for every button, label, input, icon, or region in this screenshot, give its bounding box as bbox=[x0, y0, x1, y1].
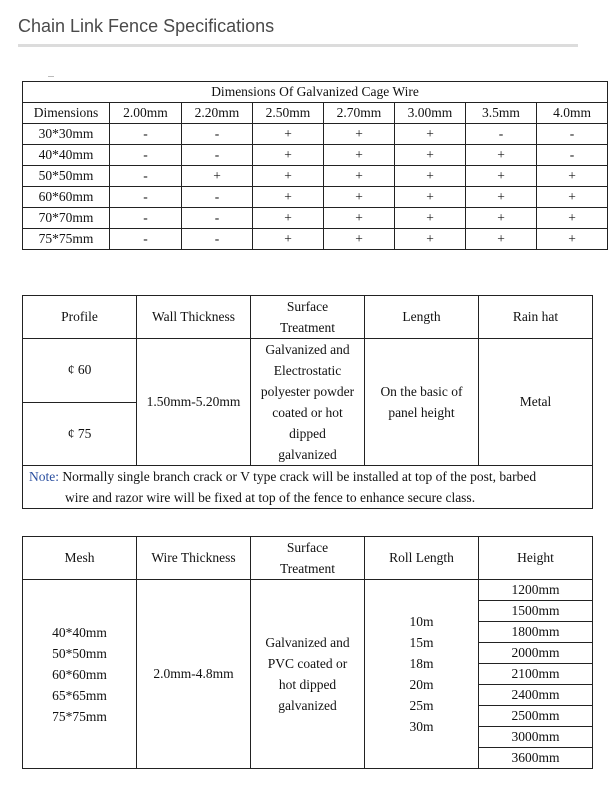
column-header: 2.70mm bbox=[324, 103, 395, 124]
table-row bbox=[23, 580, 593, 601]
availability-cell: + bbox=[395, 124, 466, 145]
header-surface-line1: Surface bbox=[286, 299, 329, 314]
surface-line: coated or hot bbox=[272, 405, 343, 420]
header-surface-line2: Treatment bbox=[280, 320, 335, 335]
table-row bbox=[23, 145, 608, 166]
mesh-specification-table bbox=[22, 536, 593, 769]
availability-cell: + bbox=[324, 187, 395, 208]
roll-length-item: 10m bbox=[409, 614, 434, 629]
height-cell: 3600mm bbox=[479, 748, 593, 769]
availability-cell: + bbox=[537, 208, 608, 229]
availability-cell: - bbox=[182, 124, 253, 145]
length-line: panel height bbox=[388, 405, 455, 420]
header-rain-hat: Rain hat bbox=[479, 296, 593, 339]
profile-60: ¢ 60 bbox=[23, 339, 137, 403]
header-roll-length: Roll Length bbox=[365, 537, 479, 580]
availability-cell: - bbox=[110, 145, 182, 166]
header-surface-treatment bbox=[251, 537, 365, 580]
availability-cell: + bbox=[253, 208, 324, 229]
column-header: 2.50mm bbox=[253, 103, 324, 124]
availability-cell: - bbox=[182, 187, 253, 208]
availability-cell: + bbox=[466, 208, 537, 229]
availability-cell: + bbox=[324, 166, 395, 187]
availability-cell: + bbox=[537, 187, 608, 208]
availability-cell: + bbox=[395, 208, 466, 229]
availability-cell: - bbox=[537, 145, 608, 166]
column-header: 2.00mm bbox=[110, 103, 182, 124]
dimension-cell: 60*60mm bbox=[23, 187, 110, 208]
dimension-cell: 40*40mm bbox=[23, 145, 110, 166]
header-surface-treatment bbox=[251, 296, 365, 339]
surface-line: galvanized bbox=[278, 447, 337, 462]
height-cell: 1800mm bbox=[479, 622, 593, 643]
wire-thickness-value: 2.0mm-4.8mm bbox=[137, 580, 251, 769]
surface-line: Galvanized and bbox=[265, 635, 350, 650]
column-header: 3.5mm bbox=[466, 103, 537, 124]
header-height: Height bbox=[479, 537, 593, 580]
header-wire-thickness: Wire Thickness bbox=[137, 537, 251, 580]
note-text-line2: wire and razor wire will be fixed at top of the fence to enhance secure class. bbox=[65, 490, 476, 505]
surface-line: Galvanized and bbox=[265, 342, 350, 357]
surface-treatment-value bbox=[251, 339, 365, 466]
surface-treatment-value bbox=[251, 580, 365, 769]
availability-cell: + bbox=[253, 145, 324, 166]
height-cell: 2500mm bbox=[479, 706, 593, 727]
dimension-cell: 70*70mm bbox=[23, 208, 110, 229]
column-header: Dimensions bbox=[23, 103, 110, 124]
column-header: 3.00mm bbox=[395, 103, 466, 124]
roll-length-item: 20m bbox=[409, 677, 434, 692]
note-cell bbox=[23, 466, 593, 509]
availability-cell: + bbox=[253, 187, 324, 208]
note-label: Note: bbox=[29, 469, 59, 484]
rain-hat-value: Metal bbox=[479, 339, 593, 466]
mesh-item: 65*65mm bbox=[52, 687, 107, 703]
length-value bbox=[365, 339, 479, 466]
availability-cell: + bbox=[466, 145, 537, 166]
availability-cell: - bbox=[182, 229, 253, 250]
availability-cell: + bbox=[324, 229, 395, 250]
availability-cell: + bbox=[395, 229, 466, 250]
height-cell: 2400mm bbox=[479, 685, 593, 706]
surface-line: galvanized bbox=[278, 698, 337, 713]
availability-cell: + bbox=[253, 166, 324, 187]
header-mesh: Mesh bbox=[23, 537, 137, 580]
header-wall-thickness: Wall Thickness bbox=[137, 296, 251, 339]
height-cell: 1200mm bbox=[479, 580, 593, 601]
availability-cell: + bbox=[537, 229, 608, 250]
roll-length-item: 18m bbox=[409, 656, 434, 671]
table-row bbox=[23, 208, 608, 229]
table-row bbox=[23, 187, 608, 208]
availability-cell: - bbox=[466, 124, 537, 145]
column-header: 2.20mm bbox=[182, 103, 253, 124]
availability-cell: + bbox=[395, 145, 466, 166]
availability-cell: - bbox=[110, 124, 182, 145]
dimension-cell: 75*75mm bbox=[23, 229, 110, 250]
availability-cell: + bbox=[324, 208, 395, 229]
availability-cell: + bbox=[537, 166, 608, 187]
surface-line: polyester powder bbox=[260, 384, 355, 399]
height-cell: 3000mm bbox=[479, 727, 593, 748]
availability-cell: - bbox=[182, 208, 253, 229]
availability-cell: + bbox=[182, 166, 253, 187]
height-cell: 2100mm bbox=[479, 664, 593, 685]
availability-cell: - bbox=[110, 187, 182, 208]
roll-length-item: 30m bbox=[409, 719, 434, 734]
availability-cell: + bbox=[466, 187, 537, 208]
table-row bbox=[23, 124, 608, 145]
availability-cell: - bbox=[110, 208, 182, 229]
page-title: Chain Link Fence Specifications bbox=[18, 16, 275, 36]
mesh-item: 50*50mm bbox=[52, 645, 107, 661]
profile-75: ¢ 75 bbox=[23, 402, 137, 466]
dimension-cell: 30*30mm bbox=[23, 124, 110, 145]
roll-length-item: 15m bbox=[409, 635, 434, 650]
availability-cell: + bbox=[324, 145, 395, 166]
availability-cell: - bbox=[110, 229, 182, 250]
mesh-list bbox=[23, 580, 137, 769]
table-row bbox=[23, 229, 608, 250]
availability-cell: + bbox=[466, 166, 537, 187]
header-length: Length bbox=[365, 296, 479, 339]
mesh-item: 60*60mm bbox=[52, 666, 107, 682]
table-row bbox=[23, 166, 608, 187]
roll-length-list bbox=[365, 580, 479, 769]
dimension-cell: 50*50mm bbox=[23, 166, 110, 187]
availability-cell: - bbox=[537, 124, 608, 145]
availability-cell: + bbox=[466, 229, 537, 250]
post-specification-table bbox=[22, 295, 593, 509]
availability-cell: + bbox=[253, 229, 324, 250]
wall-thickness-value: 1.50mm-5.20mm bbox=[137, 339, 251, 466]
mesh-item: 40*40mm bbox=[52, 624, 107, 640]
title-divider bbox=[18, 44, 578, 47]
surface-line: Electrostatic bbox=[273, 363, 342, 378]
availability-cell: + bbox=[324, 124, 395, 145]
mesh-item: 75*75mm bbox=[52, 708, 107, 724]
note-text-line1: Normally single branch crack or V type crack will be installed at top of the post, barbed bbox=[59, 469, 537, 484]
header-surface-line2: Treatment bbox=[280, 561, 335, 576]
header-surface-line1: Surface bbox=[286, 540, 329, 555]
availability-cell: - bbox=[110, 166, 182, 187]
surface-line: dipped bbox=[289, 426, 326, 441]
height-cell: 1500mm bbox=[479, 601, 593, 622]
table-caption: Dimensions Of Galvanized Cage Wire bbox=[23, 82, 608, 103]
length-line: On the basic of bbox=[380, 384, 463, 399]
availability-cell: + bbox=[395, 166, 466, 187]
availability-cell: - bbox=[182, 145, 253, 166]
header-profile: Profile bbox=[23, 296, 137, 339]
column-header: 4.0mm bbox=[537, 103, 608, 124]
roll-length-item: 25m bbox=[409, 698, 434, 713]
availability-cell: + bbox=[253, 124, 324, 145]
table-header-row bbox=[23, 103, 608, 124]
height-cell: 2000mm bbox=[479, 643, 593, 664]
surface-line: hot dipped bbox=[278, 677, 337, 692]
surface-line: PVC coated or bbox=[267, 656, 348, 671]
galvanized-cage-wire-table bbox=[22, 81, 608, 250]
availability-cell: + bbox=[395, 187, 466, 208]
